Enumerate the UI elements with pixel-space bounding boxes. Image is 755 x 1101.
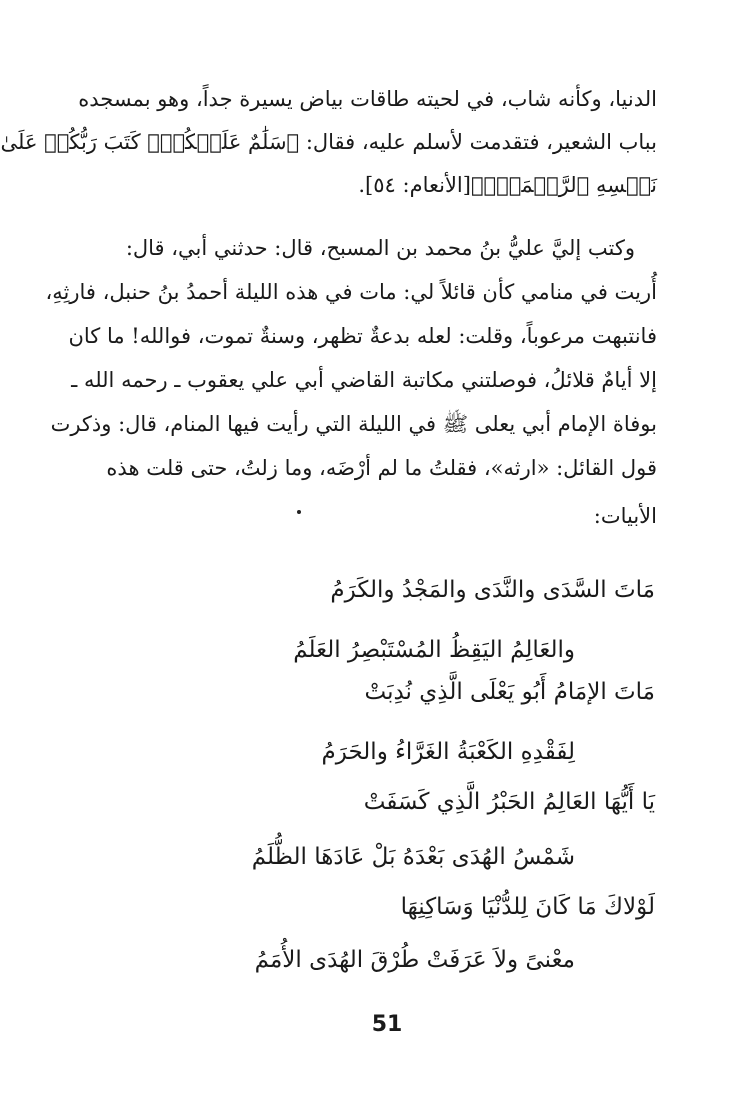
stray-dot: [297, 510, 301, 514]
paragraph-1-line-1: الدنيا، وكأنه شاب، في لحيته طاقات بياض يسيرة جداً، وهو بمسجده: [78, 87, 657, 111]
paragraph-2-line-1: وكتب إليَّ عليُّ بنُ محمد بن المسبح، قال: حدثني أبي، قال:: [125, 236, 635, 260]
poem-verse-8: معْنىً ولاَ عَرَفَتْ طُرْقَ الهُدَى الأُمَمُ: [254, 947, 575, 973]
paragraph-1-line-2: بباب الشعير، فتقدمت لأسلم عليه، فقال: ﴿سَلَٰمٌ عَلَيۡكُمۡۖ كَتَبَ رَبُّكُمۡ عَلَىٰ: [0, 130, 657, 154]
paragraph-2-line-5: بوفاة الإمام أبي يعلى ﷺ في الليلة التي رأيت فيها المنام، قال: وذكرت: [50, 412, 657, 436]
poem-verse-5: يَا أَيُّهَا العَالِمُ الحَبْرُ الَّذِي كَسَفَتْ: [363, 789, 655, 815]
poem-verse-1: مَاتَ السَّدَى والنَّدَى والمَجْدُ والكَرَمُ: [330, 577, 655, 603]
paragraph-1-line-3: نَفۡسِهِ ٱلرَّحۡمَةَۖ﴾[الأنعام: ٥٤].: [358, 173, 657, 197]
poem-verse-2: والعَالِمُ اليَقِظُ المُسْتَبْصِرُ العَلَمُ: [293, 637, 575, 663]
poem-verse-6: شَمْسُ الهُدَى بَعْدَهُ بَلْ عَادَهَا الظُّلَمُ: [251, 844, 575, 870]
poem-verse-4: لِفَقْدِهِ الكَعْبَةُ الغَرَّاءُ والحَرَمُ: [321, 739, 575, 765]
paragraph-2-line-3: فانتبهت مرعوباً، وقلت: لعله بدعةٌ تظهر، وسنةٌ تموت، فوالله! ما كان: [68, 324, 657, 348]
paragraph-2-line-7: الأبيات:: [593, 504, 657, 528]
paragraph-2-line-4: إلا أيامٌ قلائلُ، فوصلتني مكاتبة القاضي أبي علي يعقوب ـ رحمه الله ـ: [71, 368, 657, 392]
page-number: 51: [371, 1012, 403, 1037]
paragraph-2-line-6: قول القائل: «ارثه»، فقلتُ ما لم أرْضَه، وما زلتُ، حتى قلت هذه: [106, 456, 657, 480]
paragraph-2-line-2: أُريت في منامي كأن قائلاً لي: مات في هذه الليلة أحمدُ بنُ حنبل، فارثِهِ،: [45, 280, 657, 304]
poem-verse-3: مَاتَ الإمَامُ أَبُو يَعْلَى الَّذِي نُدِبَتْ: [364, 679, 655, 705]
poem-verse-7: لَوْلاكَ مَا كَانَ لِلدُّنْيَا وَسَاكِنِهَا: [400, 894, 655, 920]
